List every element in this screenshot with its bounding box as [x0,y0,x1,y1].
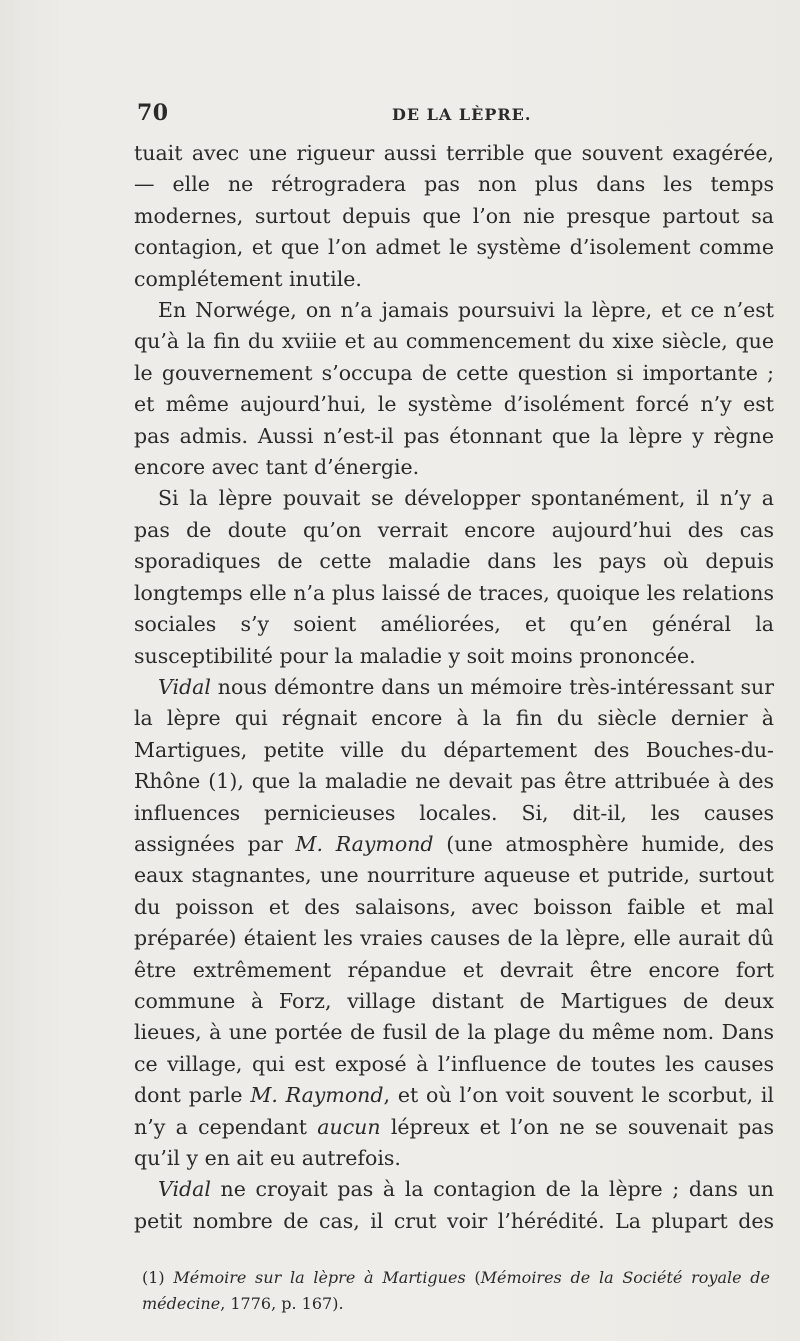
page-number: 70 [137,100,169,126]
paragraph-1: tuait avec une rigueur aussi terrible que souvent exagérée, — elle ne rétrogradera pas non plus dans les temps modernes, surtout depuis que l’on nie presque partout sa contagion, et que l’on admet le système d’isolement comme complétement inutile. [134,141,774,291]
author-name-raymond: M. Raymond [295,831,434,856]
author-name-raymond-2: M. Raymond [250,1083,384,1108]
paragraph-2: En Norwége, on n’a jamais poursuivi la lèpre, et ce n’est qu’à la fin du xviiie et au commencement du xixe siècle, que le gouvernement s’occupa de cette question si importante ; et même aujourd’hui, le système d’isolément forcé n’y est pas admis. Aussi n’est-il pas étonnant que la lèpre y règne encore avec tant d’énergie. [134,298,774,480]
body-text [134,138,774,1237]
paragraph-4 [134,672,774,1175]
author-name-vidal: Vidal [158,674,211,699]
footnote-title: Mémoire sur la lèpre à Martigues [173,1268,466,1287]
paragraph-4-text-c: , et où l’on voit souvent le scorbut, il n’y a cependant [134,1083,774,1139]
running-title: DE LA LÈPRE. [392,105,532,124]
paragraph-5 [134,1174,774,1237]
footnote-source: Mémoires de la Société royale de médecine [142,1268,771,1313]
paragraph-4-text-a: nous démontre dans un mémoire très-intéressant sur la lèpre qui régnait encore à la fin du siècle dernier à Martigues, petite ville du département des Bouches-du-Rhône (1), que la maladie ne devait pas être attribuée à des influences pernicieuses locales. Si, dit-il, les causes assignées par [134,674,774,856]
paragraph-4-text-b: (une atmosphère humide, des eaux stagnantes, une nourriture aqueuse et putride, surtout du poisson et des salaisons, avec boisson faible et mal préparée) étaient les vraies causes de la lèpre, elle aurait dû être extrêmement répandue et devrait être encore fort commune à Forz, village distant de Martigues de deux lieues, à une portée de fusil de la plage du même nom. Dans ce village, qui est exposé à l’influence de toutes les causes dont parle [134,831,774,1108]
author-name-vidal-2: Vidal [158,1177,211,1202]
emphasis-aucun: aucun [317,1114,381,1139]
paragraph-4-text-d: lépreux et l’on ne se souvenait pas qu’il y en ait eu autrefois. [134,1114,774,1170]
paragraph-3: Si la lèpre pouvait se développer spontanément, il n’y a pas de doute qu’on verrait encore aujourd’hui des cas sporadiques de cette maladie dans les pays où depuis longtemps elle n’a plus laissé de traces, quoique les relations sociales s’y soient améliorées, et qu’en général la susceptibilité pour la maladie y soit moins prononcée. [134,486,774,668]
footnote-marker: (1) [142,1268,165,1287]
footnote-tail: , 1776, p. 167). [220,1294,344,1313]
paragraph-5-text: ne croyait pas à la contagion de la lèpre ; dans un petit nombre de cas, il crut voir l’hérédité. La plupart des [134,1177,774,1233]
page-header [0,100,800,130]
footnote [120,1265,770,1317]
footnote-text [120,1265,770,1317]
footnote-open: ( [465,1268,481,1287]
